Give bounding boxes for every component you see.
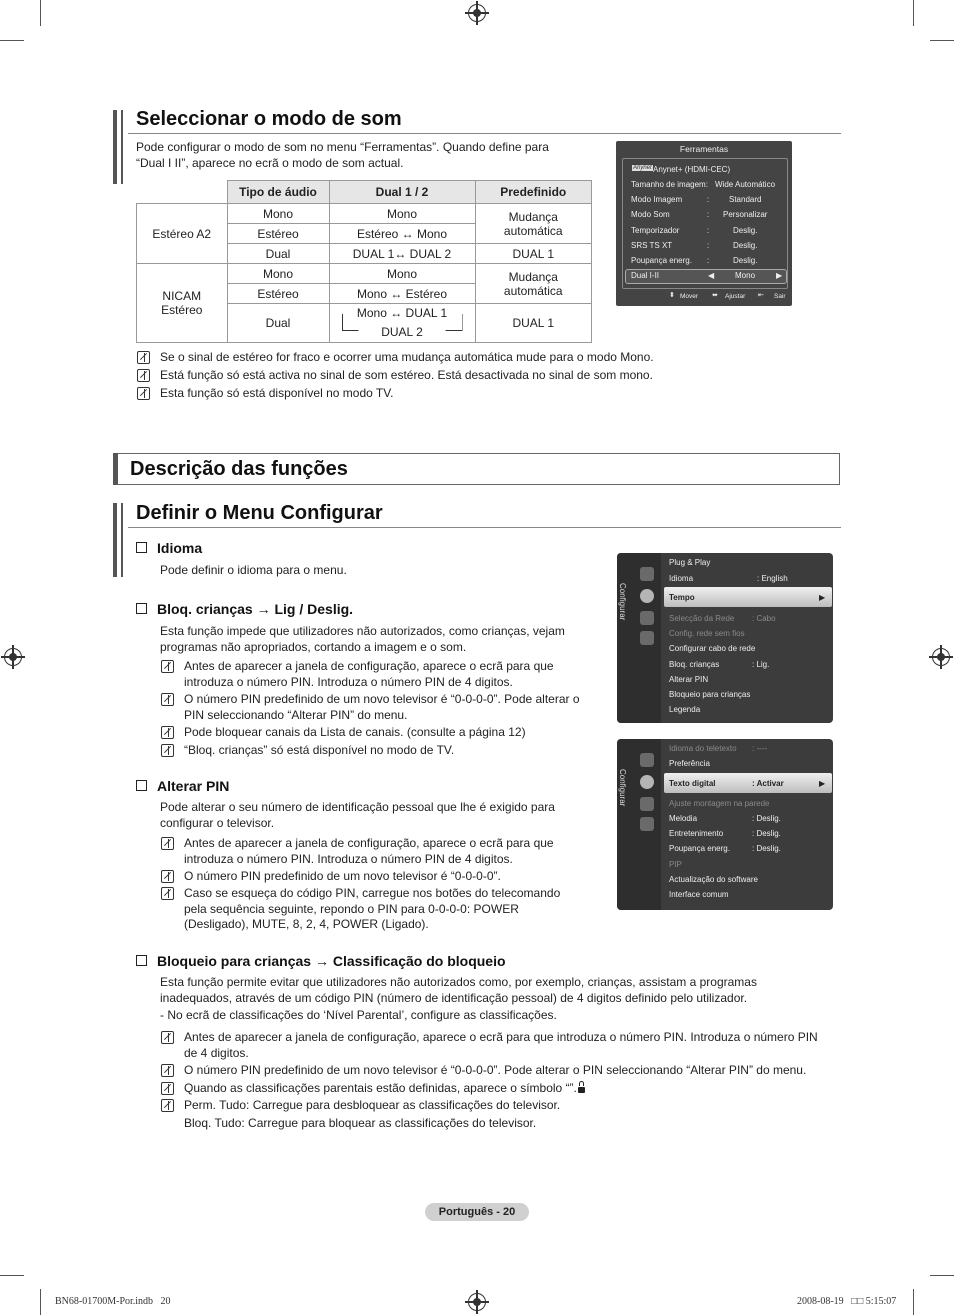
table-header: Predefinido xyxy=(475,181,592,204)
gear-icon xyxy=(640,775,654,789)
subheading-parental xyxy=(136,953,506,969)
osd-row-value: Wide Automático xyxy=(715,180,776,189)
checkbox-icon xyxy=(136,955,147,966)
leftright-arrow-icon: ⬌ xyxy=(712,292,718,299)
note-icon xyxy=(161,1099,174,1112)
menu-row-value: : Lig. xyxy=(752,660,770,669)
menu-row-label[interactable]: Tempo xyxy=(669,593,695,602)
note-icon xyxy=(137,369,150,382)
osd-row-label: Modo Imagem xyxy=(631,195,683,204)
menu-row-label[interactable]: Plug & Play xyxy=(669,558,711,567)
dual-line-2: DUAL 2 xyxy=(381,325,423,339)
note-icon xyxy=(161,1082,174,1095)
menu-row-label[interactable]: Idioma xyxy=(669,574,694,583)
note-text: Esta função só está disponível no modo TV. xyxy=(160,386,394,400)
note-icon xyxy=(137,351,150,364)
menu-row-label[interactable]: Bloq. crianças xyxy=(669,660,720,669)
body-text: Esta função impede que utilizadores não autorizados, como crianças, vejam programas não apropriados, cortando a imagem e o som. xyxy=(160,624,565,654)
table-cell: Dual xyxy=(227,304,329,343)
osd-row-label: Temporizador xyxy=(631,226,680,235)
osd-row-value: Deslig. xyxy=(733,256,758,265)
menu-side-label: Configurar xyxy=(618,769,627,807)
crop-mark xyxy=(40,1289,41,1315)
print-slug-left: BN68-01700M-Por.indb 20 xyxy=(55,1296,171,1307)
section-rule xyxy=(128,133,841,134)
intro-text: Pode configurar o modo de som no menu “Ferramentas”. Quando define para “Dual I II”, aparece no ecrã o modo de som actual. xyxy=(136,140,549,170)
osd-row-label: Modo Som xyxy=(631,210,670,219)
osd-colon: : xyxy=(707,195,710,204)
menu-row-label[interactable]: Alterar PIN xyxy=(669,675,709,684)
note-icon xyxy=(161,870,174,883)
note-icon xyxy=(161,693,174,706)
table-header: Dual 1 / 2 xyxy=(329,181,475,204)
subheading-text: Bloq. crianças → Lig / Deslig. xyxy=(157,601,354,617)
table-cell: Mono xyxy=(329,264,475,284)
section-title: Descrição das funções xyxy=(130,458,348,480)
menu-row-label[interactable]: Bloqueio para crianças xyxy=(669,690,751,699)
table-cell: Mudança automática xyxy=(475,264,592,304)
checkbox-icon xyxy=(136,780,147,791)
page-number-badge: Português - 20 xyxy=(425,1203,529,1221)
menu-row-label: Selecção da Rede xyxy=(669,614,735,623)
setup-menu-1 xyxy=(617,553,833,723)
osd-row-value: Personalizar xyxy=(723,210,768,219)
satellite-icon xyxy=(640,797,654,811)
subheading-pin xyxy=(136,778,229,794)
anynet-logo: Anynet xyxy=(633,165,652,171)
table-cell: DUAL 1 xyxy=(475,244,592,264)
section-title: Seleccionar o modo de som xyxy=(136,108,402,130)
table-cell: DUAL 1↔ DUAL 2 xyxy=(329,244,475,264)
registration-mark-icon xyxy=(468,1293,486,1311)
menu-row-label[interactable]: Interface comum xyxy=(669,890,729,899)
menu-row-label[interactable]: Melodia xyxy=(669,814,698,823)
body-text: Esta função permite evitar que utilizadores não autorizados como, por exemplo, crianças, assistam a programas inadequados, através de um código PIN (número de identificação pessoal) de 4 digitos definido pelo utilizador. xyxy=(160,975,757,1005)
picture-icon xyxy=(640,567,654,581)
crop-mark xyxy=(0,1275,24,1276)
gear-icon xyxy=(640,589,654,603)
menu-side-label: Configurar xyxy=(618,583,627,621)
note-text: Se o sinal de estéreo for fraco e ocorrer uma mudança automática mude para o modo Mono. xyxy=(160,350,654,364)
body-text: Pode alterar o seu número de identificação pessoal que lhe é exigido para configurar o televisor. xyxy=(160,800,555,830)
osd-colon: : xyxy=(707,241,710,250)
menu-row-label[interactable]: Entretenimento xyxy=(669,829,724,838)
right-arrow-icon: ▶ xyxy=(776,271,783,280)
menu-row-label: Config. rede sem fios xyxy=(669,629,745,638)
right-arrow-icon: ▶ xyxy=(819,779,826,788)
menu-row-value: : ---- xyxy=(752,744,768,753)
note-text: Quando as classificações parentais estão definidas, aparece o símbolo “”. xyxy=(184,1081,577,1095)
menu-row-value: : Deslig. xyxy=(752,844,781,853)
note-text: Antes de aparecer a janela de configuração, aparece o ecrã para que introduza o número PIN. Introduza o número PIN de 4 digitos. xyxy=(184,1030,818,1060)
osd-colon: : xyxy=(707,256,710,265)
table-cell-dual xyxy=(329,304,475,343)
section-rule xyxy=(128,527,841,528)
menu-row-value: : Activar xyxy=(752,779,784,788)
tools-osd xyxy=(616,141,792,306)
menu-row-label[interactable]: Configurar cabo de rede xyxy=(669,644,756,653)
crop-mark xyxy=(913,1289,914,1315)
osd-title: Ferramentas xyxy=(679,144,729,154)
subheading-text: Bloqueio para crianças → Classificação do bloqueio xyxy=(157,953,506,969)
table-cell: Mono xyxy=(329,204,475,224)
table-cell: Mono xyxy=(227,264,329,284)
sound-mode-table xyxy=(136,180,592,343)
input-icon xyxy=(640,631,654,645)
osd-selected-label: Dual I-II xyxy=(631,271,660,280)
osd-row-anynet: Anynet+ (HDMI-CEC) xyxy=(653,165,731,174)
osd-selected-value: Mono xyxy=(735,271,756,280)
note-text: “Bloq. crianças” só está disponível no modo de TV. xyxy=(184,743,455,757)
table-cell: Mono xyxy=(227,204,329,224)
checkbox-icon xyxy=(136,542,147,553)
lock-icon xyxy=(578,1087,585,1093)
osd-colon: : xyxy=(707,210,710,219)
menu-row-label: Ajuste montagem na parede xyxy=(669,799,770,808)
table-cell: Estéreo ↔ Mono xyxy=(329,224,475,244)
menu-row-label[interactable]: Texto digital xyxy=(669,779,716,788)
section-box-bar xyxy=(113,453,118,485)
note-text: O número PIN predefinido de um novo televisor é “0-0-0-0”. xyxy=(184,869,501,883)
table-cell: Mudança automática xyxy=(475,204,592,244)
registration-mark-icon xyxy=(468,4,486,22)
subheading-text: Idioma xyxy=(157,540,203,556)
note-icon xyxy=(161,887,174,900)
print-slug-right: 2008-08-19 □□ 5:15:07 xyxy=(797,1296,897,1307)
menu-left-column xyxy=(617,553,661,723)
menu-row-value: : English xyxy=(757,574,788,583)
crop-mark xyxy=(0,40,24,41)
menu-row-label[interactable]: Legenda xyxy=(669,705,701,714)
menu-left-column xyxy=(617,739,661,910)
note-text: Antes de aparecer a janela de configuração, aparece o ecrã para que introduza o número PIN. Introduza o número PIN de 4 digitos. xyxy=(184,659,554,689)
menu-row-label: PIP xyxy=(669,860,682,869)
picture-icon xyxy=(640,753,654,767)
menu-row-value: : Cabo xyxy=(752,614,776,623)
setup-menu-2 xyxy=(617,739,833,910)
registration-mark-icon xyxy=(932,648,950,666)
menu-row-value: : Deslig. xyxy=(752,829,781,838)
right-arrow-icon: ▶ xyxy=(819,593,826,602)
crop-mark xyxy=(913,0,914,26)
section-bar xyxy=(113,503,123,577)
nav-adjust: Ajustar xyxy=(725,293,746,300)
osd-row-label: Tamanho de imagem: xyxy=(631,180,708,189)
note-text: Perm. Tudo: Carregue para desbloquear as classificações do televisor. xyxy=(184,1098,561,1112)
table-cell: Mono ↔ Estéreo xyxy=(329,284,475,304)
section-bar xyxy=(113,110,123,184)
lock-shackle xyxy=(579,1081,584,1086)
table-cell: Estéreo xyxy=(227,224,329,244)
osd-row-value: Deslig. xyxy=(733,226,758,235)
body-dash-text: - No ecrã de classificações do ‘Nível Parental’, configure as classificações. xyxy=(160,1008,557,1022)
subheading-text: Alterar PIN xyxy=(157,778,230,794)
updown-arrow-icon: ⬍ xyxy=(669,292,675,299)
table-cell: Estéreo xyxy=(227,284,329,304)
note-icon xyxy=(161,726,174,739)
registration-mark-icon xyxy=(4,648,22,666)
crop-mark xyxy=(930,40,954,41)
crop-mark xyxy=(930,1275,954,1276)
note-text: Está função só está activa no sinal de som estéreo. Está desactivada no sinal de som mono. xyxy=(160,368,653,382)
menu-row-label: Idioma do teletexto xyxy=(669,744,737,753)
osd-colon: : xyxy=(707,226,710,235)
note-text: Bloq. Tudo: Carregue para bloquear as classificações do televisor. xyxy=(184,1116,537,1130)
note-text: O número PIN predefinido de um novo televisor é “0-0-0-0”. Pode alterar o PIN seleccionando “Alterar PIN” do menu. xyxy=(184,692,580,722)
dual-line-1: Mono ↔ DUAL 1 xyxy=(356,306,448,320)
subheading-bloq xyxy=(136,601,353,617)
nav-move: Mover xyxy=(680,293,699,300)
note-icon xyxy=(161,837,174,850)
menu-row-label[interactable]: Preferência xyxy=(669,759,710,768)
note-text: O número PIN predefinido de um novo televisor é “0-0-0-0”. Pode alterar o PIN seleccionando “Alterar PIN” do menu. xyxy=(184,1063,807,1077)
satellite-icon xyxy=(640,611,654,625)
note-icon xyxy=(137,387,150,400)
input-icon xyxy=(640,817,654,831)
osd-row-value: Standard xyxy=(729,195,762,204)
table-cell: Estéreo A2 xyxy=(137,204,228,264)
left-arrow-icon: ◀ xyxy=(708,271,715,280)
exit-icon: ⇤ xyxy=(758,292,764,299)
nav-exit: Sair xyxy=(774,293,786,300)
table-header: Tipo de áudio xyxy=(227,181,329,204)
subheading-idioma xyxy=(136,540,202,556)
menu-row-label[interactable]: Poupança energ. xyxy=(669,844,730,853)
section-title: Definir o Menu Configurar xyxy=(136,502,383,524)
note-icon xyxy=(161,744,174,757)
table-cell: NICAM Estéreo xyxy=(137,264,228,343)
note-text: Antes de aparecer a janela de configuração, aparece o ecrã para que introduza o número PIN. Introduza o número PIN de 4 digitos. xyxy=(184,836,554,866)
osd-row-label: SRS TS XT xyxy=(631,241,673,250)
note-icon xyxy=(161,1064,174,1077)
note-text: Pode bloquear canais da Lista de canais. (consulte a página 12) xyxy=(184,725,526,739)
note-icon xyxy=(161,660,174,673)
table-cell: DUAL 1 xyxy=(475,304,592,343)
note-icon xyxy=(161,1031,174,1044)
osd-row-value: Deslig. xyxy=(733,241,758,250)
checkbox-icon xyxy=(136,603,147,614)
table-cell: Dual xyxy=(227,244,329,264)
menu-row-label[interactable]: Actualização do software xyxy=(669,875,758,884)
body-text: Pode definir o idioma para o menu. xyxy=(160,563,347,577)
crop-mark xyxy=(40,0,41,26)
osd-row-label: Poupança energ. xyxy=(631,256,692,265)
note-text: Caso se esqueça do código PIN, carregue nos botões do telecomando pela sequência seguinte, repondo o PIN para 0-0-0-0: POWER (Desligado), MUTE, 8, 2, 4, POWER (Ligado). xyxy=(184,886,561,931)
menu-row-value: : Deslig. xyxy=(752,814,781,823)
